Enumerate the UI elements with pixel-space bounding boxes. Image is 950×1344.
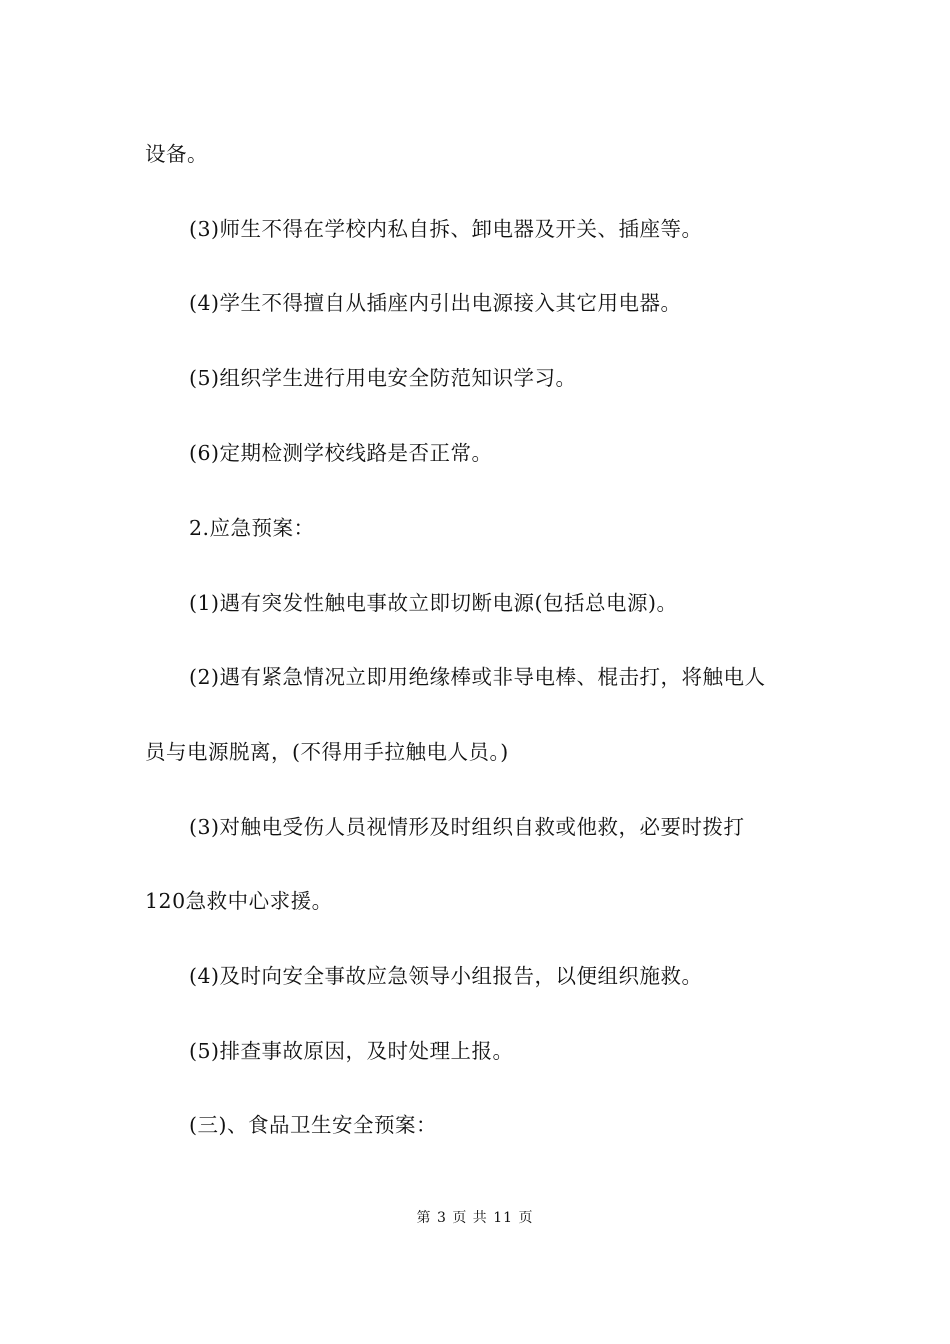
page-footer <box>0 1208 950 1228</box>
paragraph-line: 120急救中心求援。 <box>145 889 333 913</box>
footer-total-pages: 11 <box>493 1210 514 1226</box>
paragraph-line: (3)师生不得在学校内私自拆、卸电器及开关、插座等。 <box>189 217 703 241</box>
paragraph-line: (5)组织学生进行用电安全防范知识学习。 <box>189 366 577 390</box>
section-heading: (三)、食品卫生安全预案： <box>189 1113 437 1137</box>
section-heading: 2.应急预案： <box>189 516 315 540</box>
paragraph-line: (4)学生不得擅自从插座内引出电源接入其它用电器。 <box>189 291 682 315</box>
paragraph-line: 员与电源脱离，(不得用手拉触电人员。) <box>145 740 509 764</box>
footer-suffix: 页 <box>518 1210 534 1226</box>
footer-current-page: 3 <box>436 1210 447 1226</box>
paragraph-line: (2)遇有紧急情况立即用绝缘棒或非导电棒、棍击打，将触电人 <box>189 665 766 689</box>
footer-mid: 页 共 <box>452 1210 488 1226</box>
paragraph-line: (5)排查事故原因，及时处理上报。 <box>189 1039 514 1063</box>
paragraph-line: (4)及时向安全事故应急领导小组报告，以便组织施救。 <box>189 964 703 988</box>
paragraph-line: (3)对触电受伤人员视情形及时组织自救或他救，必要时拨打 <box>189 815 745 839</box>
paragraph-line: (1)遇有突发性触电事故立即切断电源(包括总电源)。 <box>189 591 678 615</box>
paragraph-line: (6)定期检测学校线路是否正常。 <box>189 441 493 465</box>
paragraph-line: 设备。 <box>145 142 208 166</box>
footer-prefix: 第 <box>416 1210 432 1226</box>
